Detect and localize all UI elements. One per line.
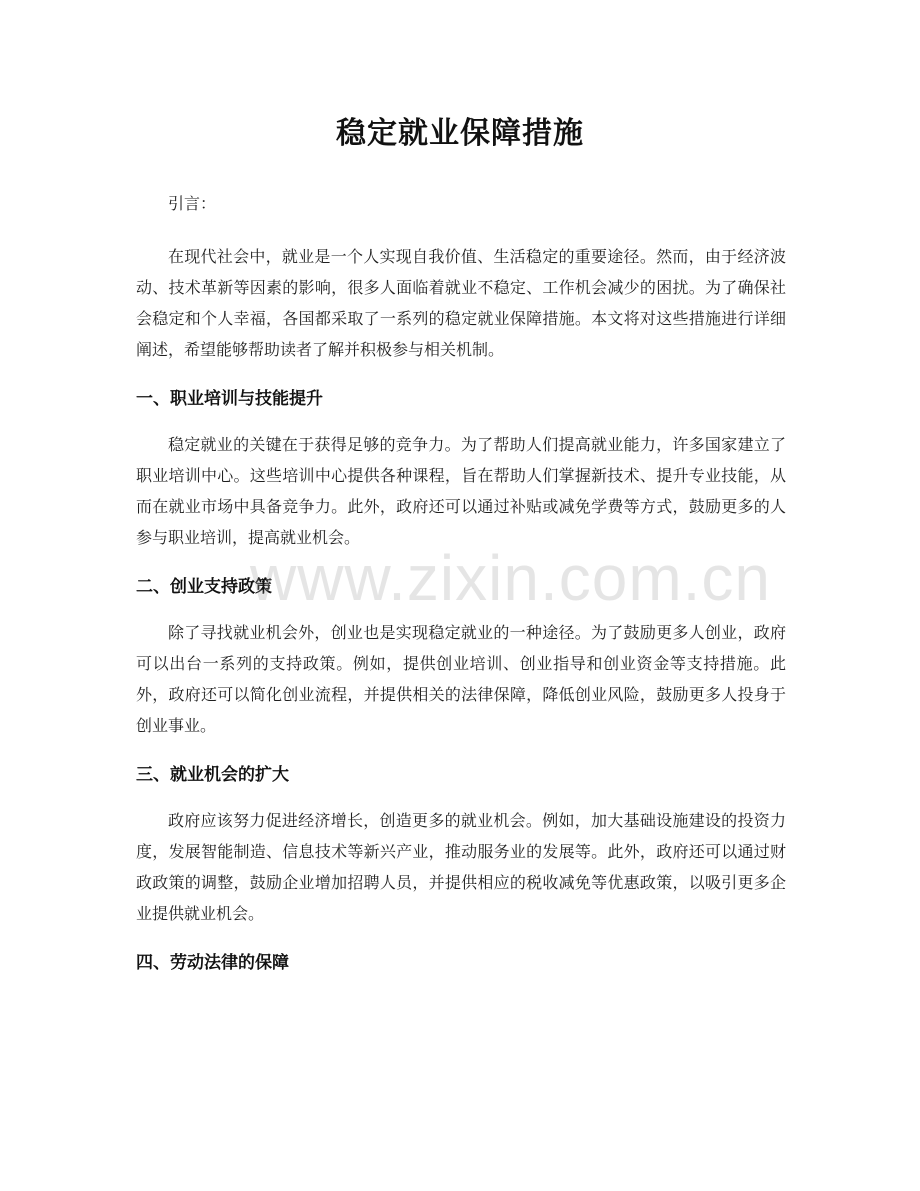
section-paragraph-2: 除了寻找就业机会外，创业也是实现稳定就业的一种途径。为了鼓励更多人创业，政府可以出台一系列的支持政策。例如，提供创业培训、创业指导和创业资金等支持措施。此外，政府还可以简化创业流程，并提供相关的法律保障，降低创业风险，鼓励更多人投身于创业事业。 xyxy=(136,623,786,735)
section-heading-4: 四、劳动法律的保障 xyxy=(136,953,289,973)
section-heading-2: 二、创业支持政策 xyxy=(136,577,272,597)
document-title: 稳定就业保障措施 xyxy=(336,116,584,151)
watermark: www.zixin.com.cn xyxy=(250,542,771,614)
intro-paragraph: 在现代社会中，就业是一个人实现自我价值、生活稳定的重要途径。然而，由于经济波动、技术革新等因素的影响，很多人面临着就业不稳定、工作机会减少的困扰。为了确保社会稳定和个人幸福，各国都采取了一系列的稳定就业保障措施。本文将对这些措施进行详细阐述，希望能够帮助读者了解并积极参与相关机制。 xyxy=(136,247,786,359)
section-heading-3: 三、就业机会的扩大 xyxy=(136,765,289,785)
section-paragraph-3: 政府应该努力促进经济增长，创造更多的就业机会。例如，加大基础设施建设的投资力度，发展智能制造、信息技术等新兴产业，推动服务业的发展等。此外，政府还可以通过财政政策的调整，鼓励企业增加招聘人员，并提供相应的税收减免等优惠政策，以吸引更多企业提供就业机会。 xyxy=(136,811,786,923)
intro-label: 引言： xyxy=(168,194,217,213)
section-paragraph-1: 稳定就业的关键在于获得足够的竞争力。为了帮助人们提高就业能力，许多国家建立了职业培训中心。这些培训中心提供各种课程，旨在帮助人们掌握新技术、提升专业技能，从而在就业市场中具备竞争力。此外，政府还可以通过补贴或减免学费等方式，鼓励更多的人参与职业培训，提高就业机会。 xyxy=(136,435,786,547)
document-body xyxy=(136,188,786,993)
section-heading-1: 一、职业培训与技能提升 xyxy=(136,389,323,409)
